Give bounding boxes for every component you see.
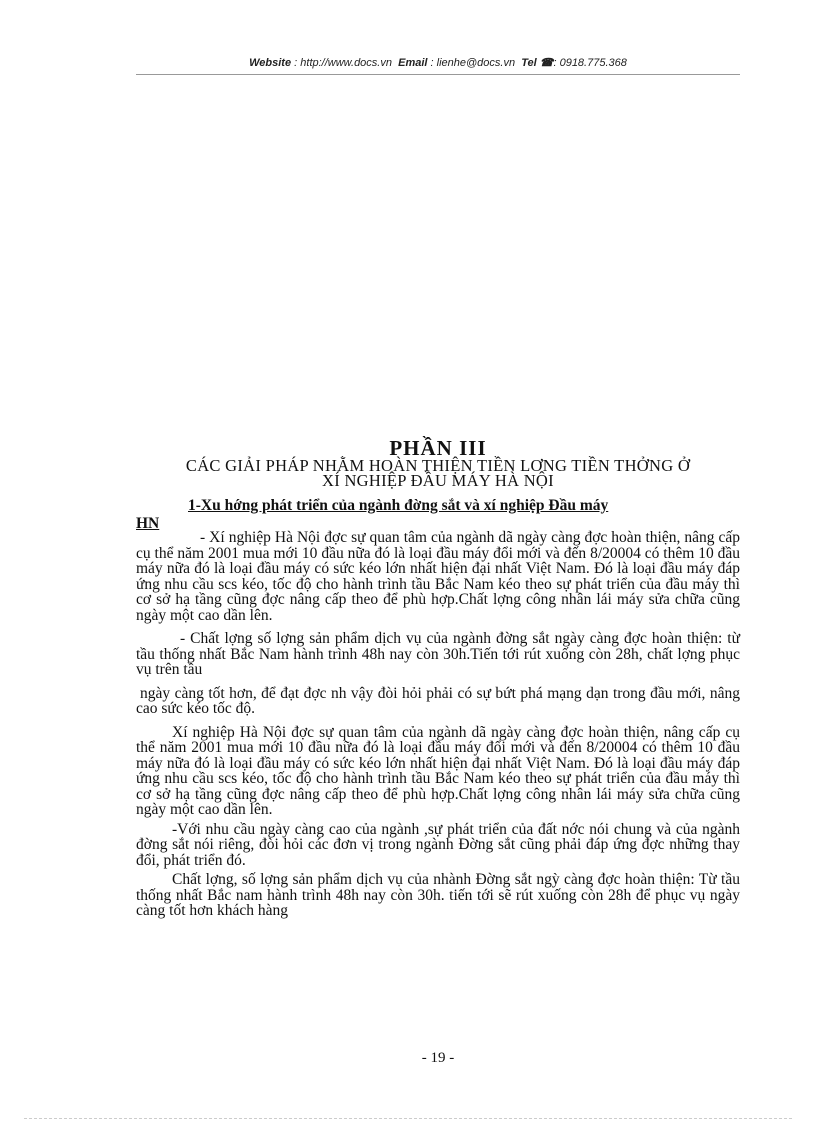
email-label: Email [398, 57, 428, 69]
subtitle-line-2: XÍ NGHIỆP ĐẦU MÁY HÀ NỘI [322, 471, 554, 490]
paragraph-5: -Với nhu cầu ngày càng cao của ngành ,sự phát triển của đất nớc nói chung và của ngành đờng sắt nói riêng, đòi hỏi các đơn vị trong ngành Đờng sắt cũng phải đáp ứng đợc những thay đổi, phát triển đó. [136, 820, 740, 869]
section-heading-line-2: HN [136, 515, 160, 532]
website-label: Website [249, 57, 292, 69]
email-value: : lienhe@docs.vn [430, 57, 516, 69]
paragraph-4: Xí nghiệp Hà Nội đợc sự quan tâm của ngành dã ngày càng đợc hoàn thiện, nâng cấp cụ thể năm 2001 mua mới 10 đầu nữa đó là loại đầu máy đổi mới và đến 8/20004 có thêm 10 đầu máy nữa đó là loại đầu máy có sức kéo lớn nhất hiện đại nhất Việt Nam. Đó là loại đầu máy đáp ứng nhu cầu scs kéo, tốc độ cho hành trình tầu Bắc Nam kéo theo sự phát triển của đầu máy thì cơ sở hạ tầng cũng đợc nâng cấp theo để phù hợp.Chất lợng công nhân lái máy sửa chữa cũng ngày một cao dần lên. [136, 723, 740, 818]
section-heading [136, 497, 740, 533]
page-header [136, 56, 740, 69]
paragraph-1: - Xí nghiệp Hà Nội đợc sự quan tâm của ngành dã ngày càng đợc hoàn thiện, nâng cấp cụ thể năm 2001 mua mới 10 đầu nữa đó là loại đầu máy đổi mới và đến 8/20004 có thêm 10 đầu máy nữa đó là loại đầu máy có sức kéo lớn nhất hiện đại nhất Việt Nam. Đó là loại đầu máy đáp ứng nhu cầu scs kéo, tốc độ cho hành trình tầu Bắc Nam kéo theo sự phát triển của đầu máy thì cơ sở hạ tầng cũng đợc nâng cấp theo để phù hợp.Chất lợng công nhân lái máy sửa chữa cũng ngày một cao dần lên. [136, 529, 740, 624]
header-divider [136, 74, 740, 75]
body-text [136, 530, 740, 923]
page-number: - 19 - [421, 1050, 455, 1066]
subtitle-line-1: CÁC GIẢI PHÁP NHẰM HOÀN THIỆN TIỀN LƠNG TIỀN THỞNG Ở [185, 456, 691, 475]
page-bottom-border [24, 1118, 792, 1119]
website-value: : http://www.docs.vn [294, 57, 392, 69]
phone-icon: ☎ [539, 57, 554, 69]
paragraph-2: - Chất lợng số lợng sản phẩm dịch vụ của ngành đờng sắt ngày càng đợc hoàn thiện: từ tầu thống nhất Bắc Nam hành trình 48h nay còn 30h.Tiến tới rút xuống còn 28h, chất lợng phục vụ trên tầu [136, 630, 740, 678]
tel-value: : 0918.775.368 [553, 57, 627, 69]
part-title: PHẦN III [389, 436, 487, 460]
paragraph-3: ngày càng tốt hơn, để đạt đợc nh vậy đòi hỏi phải có sự bứt phá mạng dạn trong đầu mới, nâng cao sức kéo tốc độ. [136, 684, 740, 717]
tel-label: Tel [521, 57, 537, 69]
section-heading-line-1: 1-Xu hớng phát triển của ngành đờng sắt và xí nghiệp Đầu máy [188, 497, 609, 514]
paragraph-6: Chất lợng, số lợng sản phẩm dịch vụ của nhành Đờng sắt ngỳ càng đợc hoàn thiện: Từ tầu thống nhất Bắc nam hành trình 48h nay còn 30h. tiến tới sẽ rút xuống còn 28h để phục vụ ngày càng tốt hơn khách hàng [136, 871, 740, 919]
chapter-subtitle [136, 458, 740, 488]
